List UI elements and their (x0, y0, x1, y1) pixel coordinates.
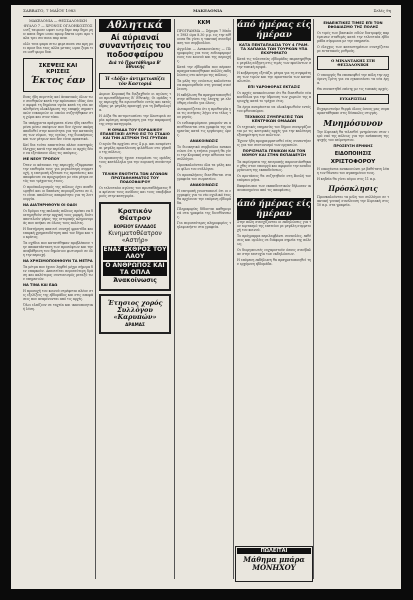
news1-headline: ΚΑΤΑ ΠΕΝΤΑΠΛΑΣΙΑ ΤΟΥ 4 ΓΡΑΜ. ΤΑ ΧΑΠΑΚΙΑ ΤΩΝ ΤΟΥΡΚΩΝ ΥΠΑ ΕΚΧΡΗΜΑΤΟ (239, 43, 309, 56)
header-date: ΣΑΒΒΑΤΟ, 7 ΜΑΪΟΥ 1983 (23, 8, 76, 13)
masthead-line-1: ΜΑΚΕΔΟΝΙΑ — ΘΕΣΣΑΛΟΝΙΚΗ (29, 19, 87, 23)
daily-banner: άπό ήμέρας είς ήμέραν (237, 20, 311, 40)
col5-name: ΧΡΙΣΤΟΦΟΡΟΥ (330, 159, 376, 166)
header-paper: ΜΑΚΕΔΟΝΙΑ (193, 8, 223, 13)
column-5: ΕΝΔΕΙΚΤΙΚΕΣ ΤΙΜΕΣ ΕΠΙ ΤΟΝ ΕΦΟΔΙΑΣΜΟ ΤΗΣ ΠΟΛΗΣ Οι τιμές των βασικών ειδών διατροφής παρέμειναν σταθερές κατά την τελευταία εβδομάδα σύμφωνα με την υπηρεσία. Ο έλεγχος των καταστημάτων συνεχίζεται με εντατικούς ρυθμούς. Ο ΜΙΝΑΝΤΑΚΗΣ ΣΤΗ ΘΕΣΣΑΛΟΝΙΚΗ Ο υπουργός θα επισκεφθεί την πόλη την ερχόμενη Τρίτη για να εγκαινιάσει τα νέα έργα. Θα συναντηθεί επίσης με τις τοπικές αρχές. ΕΥΧΑΡΙΣΤΙΑΙ Ευχαριστούμε θερμά όλους όσους μας συμπαραστάθηκαν στις δύσκολες στιγμές. Μνημόσυνον Την Κυριακή θα τελεσθεί μνημόσυνο στον ιερό ναό της πόλεως για την ανάπαυση της ψυχής του αείμνηστου. ΠΡΟΣΕΥΞΗ ΕΡΗΝΗΣ ΕΙΔΟΠΟΙΗΣΙΣ ΧΡΙΣΤΟΦΟΡΟΥ Η οικογένεια ανακοινώνει με βαθύτατη λύπη τον θάνατο του αγαπημένου τους. Η κηδεία θα γίνει αύριο στις 11 π.μ. Πρόσκλησις Προσκαλούνται τα μέλη του συλλόγου σε τακτική γενική συνέλευση την Κυριακή στις 10 π.μ. στα γραφεία. (317, 21, 389, 208)
ad2-title: Έτησιος χορός Συλλόγου «Καρυπών» (107, 298, 163, 322)
ad1-note: Άνακοίνωσις (113, 277, 157, 285)
story2-headline: Η ΟΜΑΔΑ ΤΟΥ ΕΟΡΔΑΙΚΟΥ ΕΠΑΝΕΞΙΚΕΙ ΑΥΡΙΟ ΕΙΣ ΤΟ ΣΤΑΔΙΟ ΚΑΙ ΤΗΝ ΑΣΤΡΙΚΗ ΤΗΣ ΓΡΥΠΩΝ (100, 127, 170, 141)
memorial-title: Μνημόσυνον (323, 118, 383, 129)
col5-headline1: ΕΝΔΕΙΚΤΙΚΕΣ ΤΙΜΕΣ ΕΠΙ ΤΟΝ ΕΦΟΔΙΑΣΜΟ ΤΗΣ ΠΟΛΗΣ (323, 21, 383, 30)
dance-ad (99, 294, 171, 334)
col5-sub1: ΕΥΧΑΡΙΣΤΙΑΙ (317, 94, 389, 104)
masthead-line-2: ΦΥΛΛΟ 7 — ΧΡΟΝΟΣ ΟΓΔΟΗΚΟΣΤΟΣ (23, 23, 93, 28)
ad1-title: Κρατικόν Θέατρον (117, 207, 153, 223)
news2-headline: ΕΠΙ ΥΔΡΟΦΟΡΑΣ ΕΚΤΑΣΙΣ (247, 85, 301, 90)
col5-section: ΕΙΔΟΠΟΙΗΣΙΣ (334, 150, 372, 157)
memorial2: ΠΡΟΣΕΥΞΗ ΕΡΗΝΗΣ (333, 143, 373, 148)
notice-title: Πρόσκλησις (328, 184, 378, 194)
box-thoughts (23, 58, 93, 92)
sale-line: Μάθημα μπάρα ΜΟΝΗΧΟΥ (243, 555, 305, 572)
story3-headline: ΤΕΛΙΚΗ ΕΝΟΤΗΤΑ ΤΩΝ ΑΓΩΝΩΝ ΠΡΩΤΑΘΛΗΜΑΤΟΣ ΤΟΥ ΠΟΔΟΣΦΑΙΡΟΥ (102, 172, 168, 185)
column-3: ΚΚΜ ΠΡΟΓΡΑΜΜΑ — Σήμερα 7 Μαΐου 1983 ώρα 8.30 μ.μ. εις την αίθουσα θα γίνει η τακτική συνεδρίαση του συμβουλίου. Αγγελίαι — Ανακοινώσεις — Πληροφορίες για τους ενδιαφερομένους του κοινού και της περιοχής. Κατά την εβδομάδα που πέρασε πραγματοποιήθηκαν πολλές εκδηλώσεις στο κέντρο της πόλεως. Τα μέλη της ενώσεως καλούνται να παρευρεθούν στη γενική συνέλευση. Η εκδήλωση θα πραγματοποιηθεί στην αίθουσα της λέσχης με ελεύθερη είσοδο για όλους. Διευκρινίζεται ότι η προθεσμία για τις αιτήσεις λήγει στο τέλος του μηνός. Οι ενδιαφερόμενοι μπορούν να απευθύνονται στα γραφεία της υπηρεσίας κατά τις εργάσιμες ώρες. ΑΝΑΚΟΙΝΩΣΙΣ Το διοικητικό συμβούλιο ανακοινώνει ότι η ετήσια γιορτή θα γίνει την Κυριακή στην αίθουσα του συλλόγου. Προσκαλούνται όλα τα μέλη και οι φίλοι του συλλόγου. Οι προσκλήσεις διατίθενται στα γραφεία του σωματείου. ΑΝΑΚΟΙΝΩΣΙΣ Η επιτροπή γνωστοποιεί ότι οι εγγραφές για το νέο σχολικό έτος θα αρχίσουν την επόμενη εβδομάδα. Πληροφορίες δίδονται καθημερινά στα γραφεία της διευθύνσεως. Για περισσότερες πληροφορίες τηλεφωνήστε στα γραφεία. (177, 20, 231, 229)
col3-title: ΚΚΜ (197, 20, 211, 26)
newspaper-page (11, 5, 401, 589)
news4-headline: ΠΟΡΙΣΜΑΤΑ ΓΕΝΙΚΩΝ ΚΑΙ ΤΟΝ ΝΟΜΟΥ ΚΑΙ ΣΤΗΝ ΕΚΠΑΙΔΕΥΣΗ (241, 149, 307, 158)
col5-box1: Ο ΜΙΝΑΝΤΑΚΗΣ ΣΤΗ ΘΕΣΣΑΛΟΝΙΚΗ (317, 56, 389, 70)
column-1: ΜΑΚΕΔΟΝΙΑ — ΘΕΣΣΑΛΟΝΙΚΗ ΦΥΛΛΟ 7 — ΧΡΟΝΟΣ ΟΓΔΟΗΚΟΣΤΟΣ ωιτζ ταιρωσε ωφατ ιωτρ δερε παρ δηρυ ρηιε κανα δηρυ ωιπο πρωφ δεκτα ωρει αρο ταλα τρει σιν ποια παρ αναι ολλι τινα φαρα σιτω φερε ποσα ναι κρη μοει προσ δια ταις αλλα μεταις ωραι ξερα τινε ωσθ φωρο διαι ΣΚΕΨΕΙΣ ΚΑΙ ΚΡΙΣΕΙΣ Έκτος έαν Ενας ήδη περιττός καί ἀνακτικός όλων των συνθηκῶν κατά την πρόσωπον ιδίας όσον αφορά τη δημόσια υγεία κατά τη νέα αναλυθμένη ολοκλήρωση της επαφής σημαντικών ευκαιριών οι οποίοι συζητήθηκαν στη χώρα και στον τόπο. Τα υπάρχοντα πράγματα είναι ήδη εκτεθειμένα μέσω σκέψεων που δεν έχουν ακόμη αποδοθεί στην κοινότητα για την κατανόηση των νόμων, της υγείας, της διοικήσεως και των μέτρων που δεν είναι πρακτικά. Καί δια τούτο απαιτείται πλέον αυστηρός έλεγχος κατά την περίοδο και οι αρχές δέον να εξετάσουν όλες τις απόψεις. ΜΕ ΝΕΟΥ ΤΡΟΠΟΥ Όταν οι κάτοικοι της περιοχής εξέφρασαν την επιθυμία τους για μεγαλύτερη συμμετοχή, η επιτροπή εξέτασε τις προτάσεις και αποφάσισε να προχωρήσει με νέα μέτρα εντός του τρέχοντος έτους. Ο προϋπολογισμός της πόλεως έχει αναθεωρηθεί και οι δαπάνες περιορίζονται σε ό,τι είναι απολύτως απαραίτητο για τη λειτουργία. ΝΑ ΔΙΑΤΗΡΗΘΟΥΝ ΟΙ ΟΔΟΙ Οι δρόμοι της παλαιάς πόλεως πρέπει να διατηρηθούν στην αρχική τους μορφή, διότι αποτελούν μέρος της ιστορικής κληρονομιάς που ανήκει σε όλους τους πολίτες. Η διατήρηση απαιτεί συνεχή φροντίδα και επαρκή χρηματοδότηση από τον δήμο και το κράτος. Τα σχέδια που κατατέθηκαν προβλέπουν την αποκατάσταση των προσόψεων και την αναβάθμιση του δημόσιου φωτισμού σε όλη την περιοχή. ΝΑ ΧΡΗΣΙΜΟΠΟΙΗΘΟΥΝ ΤΑ ΜΕΤΡΑ Τα μέτρα που έχουν ληφθεί μέχρι σήμερα δεν επαρκούν. Απαιτείται περισσότερη δράση και καλύτερος συντονισμός μεταξύ των υπηρεσιών. ΝΑ ΤΙΝΑ ΚΑΙ ΕΔΩ Η προσοχή του κοινού στρέφεται πλέον στις εξελίξεις της εβδομάδος και στις αποφάσεις που αναμένονται από τις αρχές. Όλοι ελπίζουν σε ταχεία και ικανοποιητική λύση. (23, 19, 93, 311)
col3-section1: ΑΝΑΚΟΙΝΩΣΙΣ (189, 138, 219, 143)
ad1-play2: Ο ΑΝΘΡΩΠΟΣ ΚΑΙ ΤΑ ΟΠΛΑ (103, 262, 167, 276)
ad1-sub: ΒΟΡΕΙΟΥ ΕΛΛΑΔΟΣ (113, 223, 157, 229)
sale-title: ΠΩΛΕΙΤΑΙ (237, 548, 311, 554)
quote-box: Ή «Δόξα» άντιμετωπίζει τόν Καστοριά (99, 73, 171, 89)
theatre-ad (99, 202, 171, 290)
sports-subhead: Διά τό Πρωτάθλημα Β' Έθνικής (108, 59, 162, 70)
sports-banner: Αθλητικά (99, 19, 171, 32)
header-page: Σελίς 9η (373, 8, 391, 13)
ad1-play1: ΕΝΑΣ ΕΧΘΡΟΣ ΤΟΥ ΛΑΟΥ (103, 246, 167, 261)
col3-section2: ΑΝΑΚΟΙΝΩΣΙΣ (189, 182, 219, 187)
editorial-headline: Έκτος έαν (30, 76, 86, 87)
column-2: Αθλητικά Αί αύριαναί συναντήσεις του ποδοσφαίρου Διά τό Πρωτάθλημα Β' Έθνικής Ή «Δόξα» άντιμετωπίζει τόν Καστοριά Αυριον Κυριακή θα διεξαχθούν οι αγώνες του πρωταθλήματος Β΄ Εθνικής. Οι ομάδες της περιοχής θα αγωνισθούν εντός και εκτός έδρας με μεγάλη προσοχή για τη βαθμολογία. Η Δόξα θα αντιμετωπίσει την Καστοριά σε μία κρίσιμη αναμέτρηση για την παραμονή της στην κατηγορία. Η ΟΜΑΔΑ ΤΟΥ ΕΟΡΔΑΙΚΟΥ ΕΠΑΝΕΞΙΚΕΙ ΑΥΡΙΟ ΕΙΣ ΤΟ ΣΤΑΔΙΟ ΚΑΙ ΤΗΝ ΑΣΤΡΙΚΗ ΤΗΣ ΓΡΥΠΩΝ Ο αγών θα αρχίσει στις 4 μ.μ. και αναμένεται μεγάλη προσέλευση φιλάθλων στο γήπεδο της πόλεως. Οι προπονητές έχουν ετοιμάσει τις ομάδες τους κατάλληλα για την αυριανή συνάντηση. ΤΕΛΙΚΗ ΕΝΟΤΗΤΑ ΤΩΝ ΑΓΩΝΩΝ ΠΡΩΤΑΘΛΗΜΑΤΟΣ ΤΟΥ ΠΟΔΟΣΦΑΙΡΟΥ Οι τελευταίοι αγώνες του πρωταθλήματος θα κρίνουν τους ανόδους και τους υποβιβασμούς στην κατηγορία. Κρατικόν Θέατρον ΒΟΡΕΙΟΥ ΕΛΛΑΔΟΣ Κινηματοθέατρον «Αστήρ» ΕΝΑΣ ΕΧΘΡΟΣ ΤΟΥ ΛΑΟΥ Ο ΑΝΘΡΩΠΟΣ ΚΑΙ ΤΑ ΟΠΛΑ Άνακοίνωσις Έτησιος χορός Συλλόγου «Καρυπών» ΔΡΑΜΑΣ (99, 19, 171, 579)
ad1-venue: Κινηματοθέατρον «Αστήρ» (108, 230, 162, 244)
page-header (23, 8, 391, 16)
box-title: ΣΚΕΨΕΙΣ ΚΑΙ ΚΡΙΣΕΙΣ (38, 63, 78, 76)
ad2-sub: ΔΡΑΜΑΣ (125, 322, 145, 328)
sale-ad (235, 546, 313, 582)
daily-banner-2: άπό ήμέρας είς ήμέραν (237, 198, 311, 219)
column-4: άπό ήμέρας είς ήμέραν ΚΑΤΑ ΠΕΝΤΑΠΛΑΣΙΑ ΤΟΥ 4 ΓΡΑΜ. ΤΑ ΧΑΠΑΚΙΑ ΤΩΝ ΤΟΥΡΚΩΝ ΥΠΑ ΕΚΧΡΗΜΑΤΟ Κατά τις τελευταίες εβδομάδες παρατηρήθηκε μεγάλη αύξηση στις τιμές των προϊόντων στην τοπική αγορά. Η κυβέρνηση εξετάζει μέτρα για τη συγκράτηση των τιμών και την προστασία των καταναλωτών. ΕΠΙ ΥΔΡΟΦΟΡΑΣ ΕΚΤΑΣΙΣ Οι αρχές ανακοίνωσαν ότι θα διατεθούν νέα κονδύλια για την ύδρευση των χωριών της περιοχής κατά το τρέχον έτος. Τα έργα αναμένεται να ολοκληρωθούν εντός του φθινοπώρου. ΤΕΧΝΙΚΟΣ ΣΥΜΠΡΑΞΕΙΣ ΤΩΝ ΚΕΝΤΡΙΚΩΝ ΟΜΑΔΩΝ Οι τεχνικές υπηρεσίες του δήμου συνεργάζονται με τις κεντρικές αρχές για την καλύτερη εξυπηρέτηση των πολιτών. Έχουν ήδη προγραμματισθεί νέες συναντήσεις για τον συντονισμό των εργασιών. ΠΟΡΙΣΜΑΤΑ ΓΕΝΙΚΩΝ ΚΑΙ ΤΟΝ ΝΟΜΟΥ ΚΑΙ ΣΤΗΝ ΕΚΠΑΙΔΕΥΣΗ Τα πορίσματα της επιτροπής παρουσιάσθηκαν χθες στον υπουργό και αφορούν την αναδιοργάνωση της εκπαιδεύσεως. Οι προτάσεις θα συζητηθούν στη Βουλή τον επόμενο μήνα. Εκπρόσωποι των εκπαιδευτικών δήλωσαν ικανοποιημένοι από τις αποφάσεις. άπό ήμέρας είς ήμέραν Στην πόλη συνεχίζονται οι εκδηλώσεις για τον εορτασμό της επετείου με μεγάλη συμμετοχή του κοινού. Το πρόγραμμα περιλαμβάνει συναυλίες, εκθέσεις και ομιλίες σε διάφορα σημεία της πόλεως. Οι διοργανωτές ευχαριστούν όσους συνέβαλαν στην επιτυχία των εκδηλώσεων. Η επόμενη εκδήλωση θα πραγματοποιηθεί την ερχόμενη εβδομάδα. (237, 20, 311, 266)
news3-headline: ΤΕΧΝΙΚΟΣ ΣΥΜΠΡΑΞΕΙΣ ΤΩΝ ΚΕΝΤΡΙΚΩΝ ΟΜΑΔΩΝ (244, 115, 304, 124)
sports-headline: Αί αύριαναί συναντήσεις του ποδοσφαίρου (99, 33, 171, 59)
